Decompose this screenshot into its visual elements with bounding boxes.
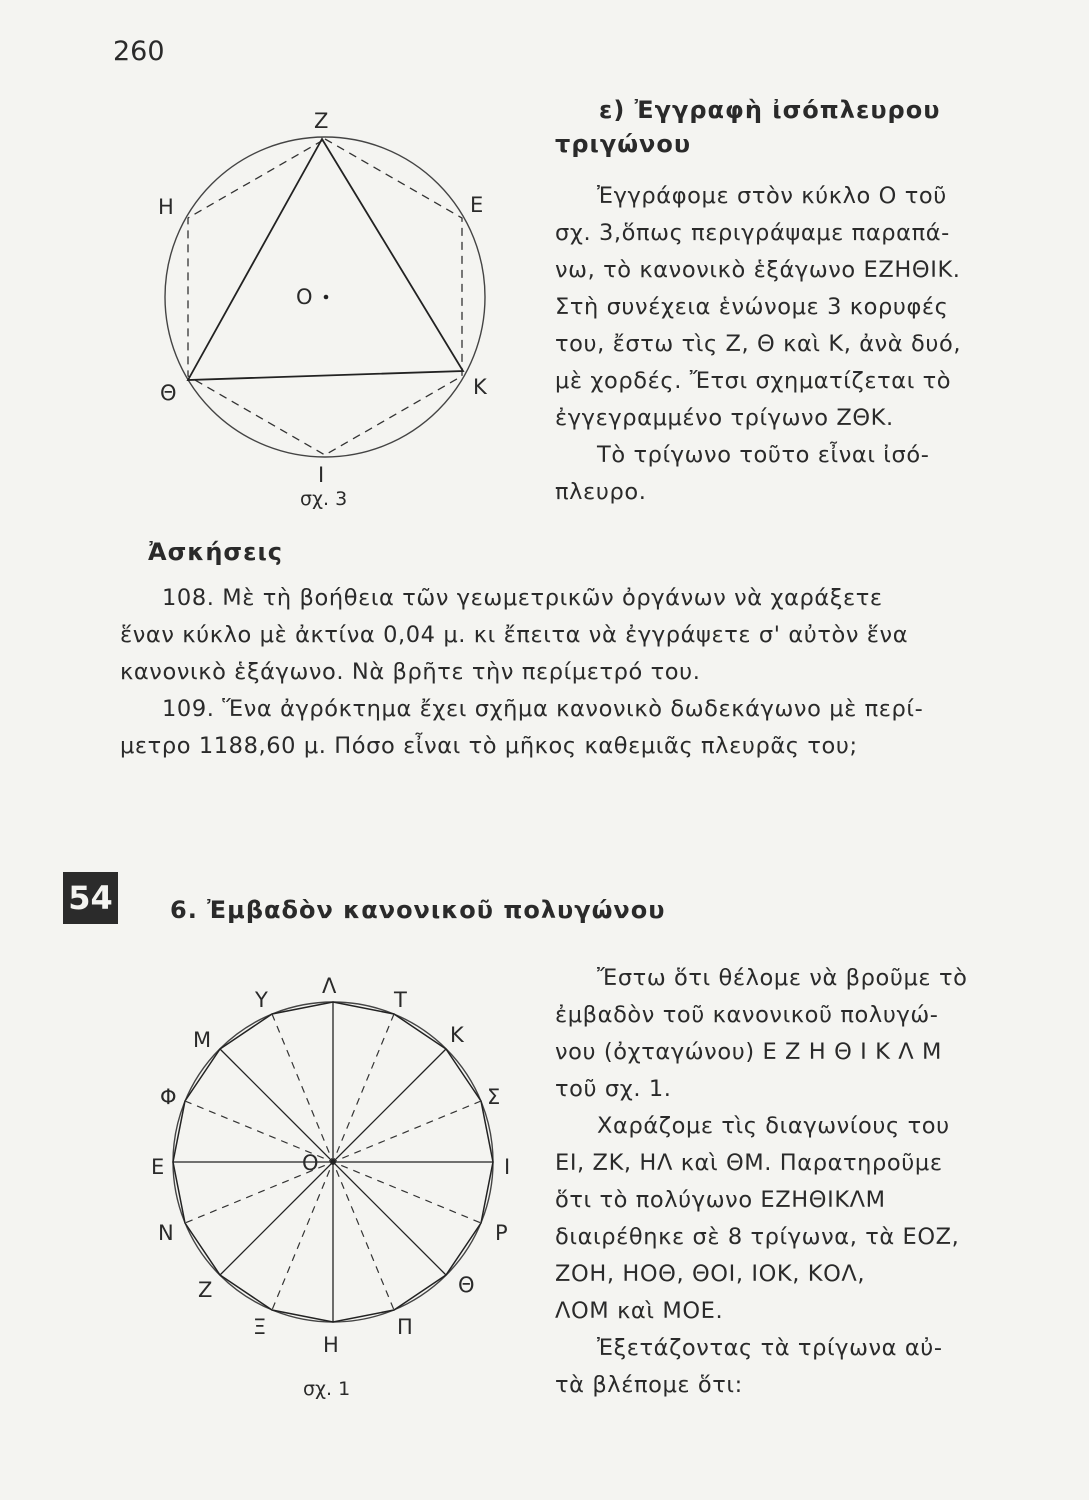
section-6-line: νου (ὀχταγώνου) Ε Ζ Η Θ Ι Κ Λ Μ <box>555 1039 942 1065</box>
section-e-text <box>555 178 995 511</box>
label-E: E <box>151 1155 165 1179</box>
figure-1-diagram <box>140 975 520 1410</box>
exercises-text <box>120 580 1000 765</box>
label-K: K <box>473 375 487 399</box>
section-e-line: μὲ χορδές. Ἔτσι σχηματίζεται τὸ <box>555 368 952 394</box>
section-6-line: Ἔστω ὅτι θέλομε νὰ βροῦμε τὸ <box>597 965 968 991</box>
section-6-line: ἐμβαδὸν τοῦ κανονικοῦ πολυγώ- <box>555 1002 939 1028</box>
triangle-ZThK <box>188 139 463 380</box>
label-I: I <box>318 463 325 487</box>
section-6-line: ΖΟΗ, ΗΟΘ, ΘΟΙ, ΙΟΚ, ΚΟΛ, <box>555 1261 866 1287</box>
label-O: O <box>296 285 313 309</box>
label-Z: Z <box>198 1278 213 1302</box>
section-e-line: Στὴ συνέχεια ἑνώνομε 3 κορυφές <box>555 294 949 320</box>
center-point <box>324 295 329 300</box>
exercise-line: κανονικὸ ἑξάγωνο. Νὰ βρῆτε τὴν περίμετρό του. <box>120 659 701 685</box>
exercise-line: 109. Ἕνα ἀγρόκτημα ἔχει σχῆμα κανονικὸ δωδεκάγωνο μὲ περί- <box>162 696 924 722</box>
label-Phi: Φ <box>160 1085 177 1109</box>
label-I: I <box>504 1155 511 1179</box>
exercise-line: μετρο 1188,60 μ. Πόσο εἶναι τὸ μῆκος καθεμιᾶς πλευρᾶς του; <box>120 733 858 759</box>
exercise-line: ἕναν κύκλο μὲ ἀκτίνα 0,04 μ. κι ἔπειτα νὰ ἐγγράψετε σ' αὐτὸν ἕνα <box>120 622 909 648</box>
label-Theta: Θ <box>160 381 177 405</box>
label-H: H <box>158 195 174 219</box>
label-Lambda: Λ <box>322 975 337 998</box>
section-6-line: τοῦ σχ. 1. <box>555 1076 672 1102</box>
figure-3-diagram <box>150 95 510 520</box>
section-e-line: Ἐγγράφομε στὸν κύκλο Ο τοῦ <box>597 183 947 209</box>
label-E: E <box>470 193 484 217</box>
exercise-line: 108. Μὲ τὴ βοήθεια τῶν γεωμετρικῶν ὀργάνων νὰ χαράξετε <box>162 585 883 611</box>
section-6-line: Χαράζομε τὶς διαγωνίους του <box>597 1113 950 1139</box>
section-e-title-line2: τριγώνου <box>555 130 692 158</box>
section-6-line: ΕΙ, ΖΚ, ΗΛ καὶ ΘΜ. Παρατηροῦμε <box>555 1150 943 1176</box>
section-6-title: 6. Ἐμβαδὸν κανονικοῦ πολυγώνου <box>170 896 666 924</box>
label-H: H <box>323 1333 339 1357</box>
section-6-line: ΛΟΜ καὶ ΜΟΕ. <box>555 1298 724 1324</box>
label-M: M <box>193 1028 212 1052</box>
section-6-line: τὰ βλέπομε ὅτι: <box>555 1372 743 1398</box>
section-e-line: του, ἔστω τὶς Ζ, Θ καὶ Κ, ἀνὰ δυό, <box>555 331 962 357</box>
section-6-text <box>555 960 1005 1404</box>
section-6-line: διαιρέθηκε σὲ 8 τρίγωνα, τὰ ΕΟΖ, <box>555 1224 960 1250</box>
section-badge: 54 <box>63 872 118 924</box>
label-Xi: Ξ <box>253 1315 267 1339</box>
label-Sigma: Σ <box>487 1085 501 1109</box>
section-e-line: ἐγγεγραμμένο τρίγωνο ΖΘΚ. <box>555 405 894 431</box>
section-e-line: νω, τὸ κανονικὸ ἑξάγωνο ΕΖΗΘΙΚ. <box>555 257 961 283</box>
label-Y: Y <box>255 988 268 1012</box>
section-6-line: ὅτι τὸ πολύγωνο ΕΖΗΘΙΚΛΜ <box>555 1187 886 1213</box>
label-Pi: Π <box>397 1315 413 1339</box>
section-e-line: σχ. 3,ὅπως περιγράψαμε παραπά- <box>555 220 950 246</box>
figure-1-caption: σχ. 1 <box>303 1378 351 1400</box>
section-6-line: Ἐξετάζοντας τὰ τρίγωνα αὐ- <box>597 1335 943 1361</box>
label-O: O <box>302 1151 319 1175</box>
label-K: K <box>450 1023 464 1047</box>
page-number: 260 <box>113 36 165 67</box>
section-e-line: πλευρο. <box>555 479 647 505</box>
label-P: P <box>495 1221 508 1245</box>
exercises-heading: Ἀσκήσεις <box>148 538 284 566</box>
label-T: T <box>394 988 407 1012</box>
section-e-title <box>555 93 940 161</box>
label-N: N <box>158 1221 174 1245</box>
figure-3-caption: σχ. 3 <box>300 488 348 510</box>
section-e-title-line1: ε) Ἐγγραφὴ ἰσόπλευρου <box>599 96 941 124</box>
label-Theta: Θ <box>458 1273 475 1297</box>
center-point <box>331 1160 336 1165</box>
label-Z: Z <box>314 109 329 133</box>
section-e-line: Τὸ τρίγωνο τοῦτο εἶναι ἰσό- <box>597 442 930 468</box>
